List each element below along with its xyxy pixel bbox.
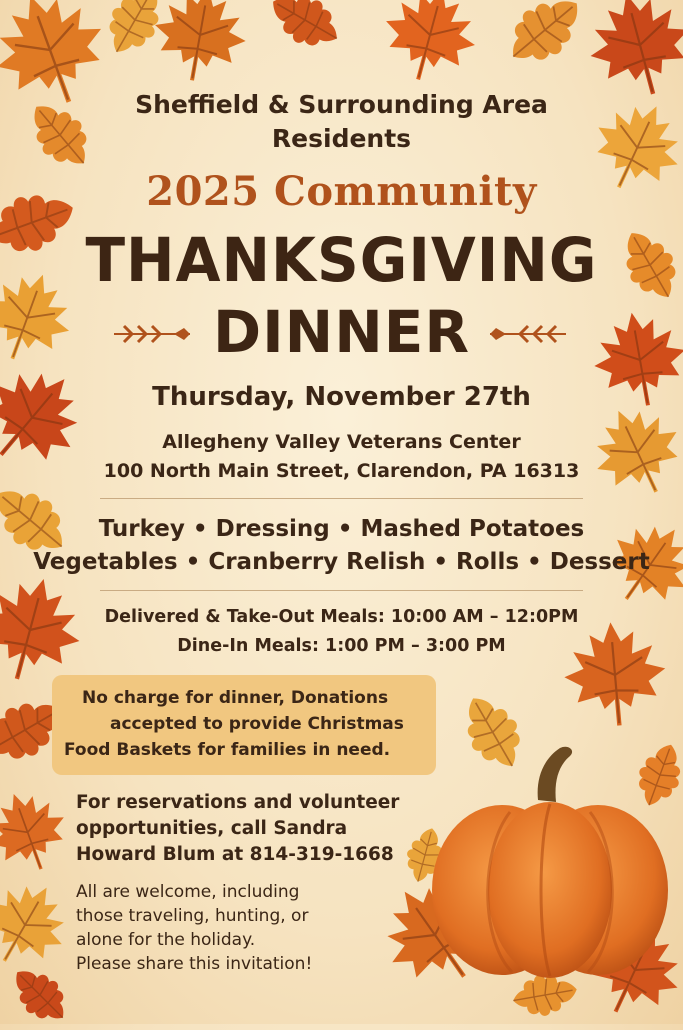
dine-in-hours: Dine-In Meals: 1:00 PM – 3:00 PM (177, 636, 506, 656)
divider (100, 590, 583, 591)
right-flourish-icon (488, 322, 568, 346)
reservation-line: Howard Blum at 814-319-1668 (76, 844, 394, 865)
welcome-message (76, 880, 312, 976)
intro-line: Sheffield & Surrounding Area (135, 90, 548, 119)
donation-line: Food Baskets for families in need. (64, 740, 391, 760)
intro-heading (0, 88, 683, 156)
event-title-line1: THANKSGIVING (85, 224, 598, 296)
event-location (0, 428, 683, 486)
venue-name: Allegheny Valley Veterans Center (162, 431, 521, 453)
reservation-line: For reservations and volunteer (76, 792, 400, 813)
delivered-hours: Delivered & Take-Out Meals: 10:00 AM – 12:0PM (104, 607, 579, 627)
event-title-line2: DINNER (212, 298, 471, 366)
divider (100, 498, 583, 499)
menu-line: Turkey • Dressing • Mashed Potatoes (98, 516, 585, 542)
left-flourish-icon (112, 322, 192, 346)
maple-leaf-icon (150, 0, 250, 85)
menu-list (0, 513, 683, 579)
meal-hours (0, 603, 683, 661)
event-subtitle: 2025 Community (146, 168, 537, 215)
maple-leaf-icon (380, 0, 480, 85)
donation-line: accepted to provide Christmas (110, 714, 404, 734)
donation-line: No charge for dinner, Donations (82, 688, 389, 708)
maple-leaf-icon (5, 960, 75, 1030)
welcome-line: alone for the holiday. (76, 930, 256, 950)
maple-leaf-icon (255, 0, 355, 60)
menu-line: Vegetables • Cranberry Relish • Rolls • Dessert (33, 549, 650, 575)
maple-leaf-icon (495, 0, 595, 75)
pumpkin-icon (420, 740, 680, 990)
welcome-line: Please share this invitation! (76, 954, 313, 974)
intro-line: Residents (271, 124, 412, 153)
maple-leaf-icon (585, 0, 683, 100)
welcome-line: All are welcome, including (76, 882, 300, 902)
event-date: Thursday, November 27th (152, 382, 531, 412)
maple-leaf-icon (0, 880, 70, 970)
donation-notice (52, 675, 436, 775)
welcome-line: those traveling, hunting, or (76, 906, 309, 926)
reservation-line: opportunities, call Sandra (76, 818, 348, 839)
maple-leaf-icon (0, 790, 70, 875)
venue-address: 100 North Main Street, Clarendon, PA 16313 (103, 460, 580, 482)
reservation-info (76, 790, 399, 868)
